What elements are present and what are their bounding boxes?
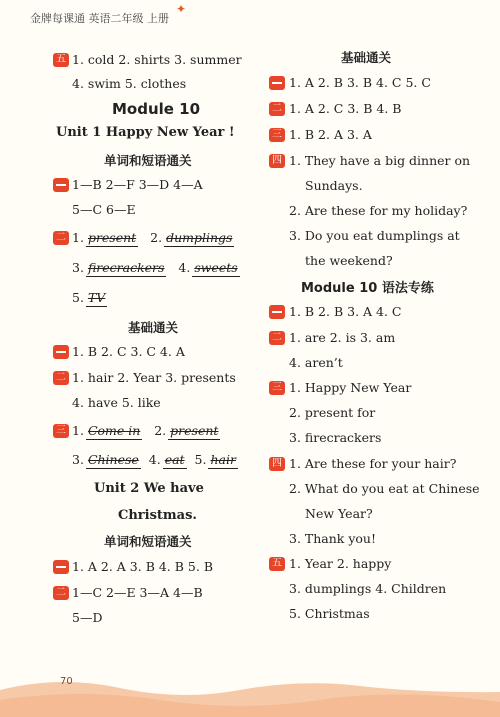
answer-line: New Year?	[305, 506, 373, 521]
unit-title: Unit 1 Happy New Year !	[56, 125, 235, 140]
section-badge	[269, 305, 285, 319]
answer-line: 3. Do you eat dumplings at	[289, 228, 460, 243]
answer-line: 5. Christmas	[289, 606, 370, 621]
unit-title: Unit 2 We have	[94, 481, 204, 496]
answer-line	[72, 423, 220, 440]
section-badge: 五	[53, 53, 69, 67]
answer-line: 5—C 6—E	[72, 202, 136, 217]
section-badge: 三	[269, 381, 285, 395]
item-number: 4.	[178, 260, 191, 275]
handwritten-answer: present	[170, 423, 219, 438]
footer-wave	[0, 670, 500, 717]
section-badge	[269, 76, 285, 90]
handwritten-answer: firecrackers	[87, 260, 165, 275]
section-badge: 三	[53, 424, 69, 438]
answer-line: Sundays.	[305, 178, 363, 193]
answer-line: 1. hair 2. Year 3. presents	[72, 370, 236, 385]
answer-line: 1. cold 2. shirts 3. summer	[72, 52, 242, 67]
answer-line	[72, 452, 238, 469]
section-badge: 三	[269, 128, 285, 142]
section-badge: 二	[53, 586, 69, 600]
section-badge: 二	[269, 102, 285, 116]
answer-line: 1. Year 2. happy	[289, 556, 392, 571]
answer-line: 1. They have a big dinner on	[289, 153, 471, 168]
section-badge: 五	[269, 557, 285, 571]
answer-line: 1. A 2. C 3. B 4. B	[289, 101, 402, 116]
item-number: 3.	[72, 452, 84, 467]
answer-line: 4. swim 5. clothes	[72, 76, 187, 91]
answer-line: 4. have 5. like	[72, 395, 161, 410]
handwritten-answer: TV	[87, 290, 106, 305]
answer-line: 3. dumplings 4. Children	[289, 581, 447, 596]
answer-line: 1—C 2—E 3—A 4—B	[72, 585, 203, 600]
answer-line: 1. A 2. B 3. B 4. C 5. C	[289, 75, 431, 90]
item-number: 1.	[72, 230, 84, 245]
answer-line: 2. Are these for my holiday?	[289, 203, 468, 218]
section-badge	[53, 560, 69, 574]
item-number: 5.	[72, 290, 84, 305]
handwritten-answer: eat	[164, 452, 185, 467]
answer-line: 2. What do you eat at Chinese	[289, 481, 480, 496]
answer-line: 4. aren’t	[289, 355, 343, 370]
handwritten-answer: Come in	[87, 423, 141, 438]
section-subtitle: 基础通关	[128, 320, 179, 335]
section-badge	[53, 345, 69, 359]
answer-line: 1. Happy New Year	[289, 380, 412, 395]
answer-line: 2. present for	[289, 405, 376, 420]
answer-line: 1. B 2. B 3. A 4. C	[289, 304, 402, 319]
module-title: Module 10	[112, 100, 201, 118]
answer-line: 3. firecrackers	[289, 430, 382, 445]
section-subtitle: 基础通关	[341, 50, 392, 65]
answer-line	[72, 290, 107, 307]
section-subtitle: 单词和短语通关	[104, 153, 192, 168]
answer-line	[72, 230, 234, 247]
section-badge: 二	[53, 371, 69, 385]
answer-line: 1. B 2. C 3. C 4. A	[72, 344, 185, 359]
answer-line	[72, 260, 240, 277]
item-number: 5.	[194, 452, 207, 467]
handwritten-answer: dumplings	[166, 230, 233, 245]
handwritten-answer: present	[87, 230, 137, 245]
section-subtitle: 单词和短语通关	[104, 534, 192, 549]
section-badge: 二	[269, 331, 285, 345]
item-number: 3.	[72, 260, 84, 275]
section-badge: 四	[269, 457, 285, 471]
answer-line: 1. Are these for your hair?	[289, 456, 457, 471]
answer-line: 1. B 2. A 3. A	[289, 127, 372, 142]
answer-line: 5—D	[72, 610, 103, 625]
handwritten-answer: sweets	[194, 260, 238, 275]
item-number: 2.	[154, 423, 167, 438]
section-badge: 二	[53, 231, 69, 245]
grammar-section-title: Module 10 语法专练	[301, 281, 434, 296]
unit-title: Christmas.	[118, 508, 197, 523]
section-badge: 四	[269, 154, 285, 168]
answer-line: 3. Thank you!	[289, 531, 376, 546]
answer-line: the weekend?	[305, 253, 393, 268]
page-header: 金牌每课通 英语二年级 上册	[30, 12, 169, 25]
section-badge	[53, 178, 69, 192]
answer-line: 1—B 2—F 3—D 4—A	[72, 177, 203, 192]
star-icon: ✦	[176, 2, 187, 16]
answer-line: 1. are 2. is 3. am	[289, 330, 396, 345]
page-number: 70	[60, 676, 73, 687]
item-number: 1.	[72, 423, 84, 438]
item-number: 4.	[148, 452, 161, 467]
handwritten-answer: hair	[210, 452, 236, 467]
handwritten-answer: Chinese	[87, 452, 139, 467]
item-number: 2.	[150, 230, 163, 245]
answer-line: 1. A 2. A 3. B 4. B 5. B	[72, 559, 214, 574]
